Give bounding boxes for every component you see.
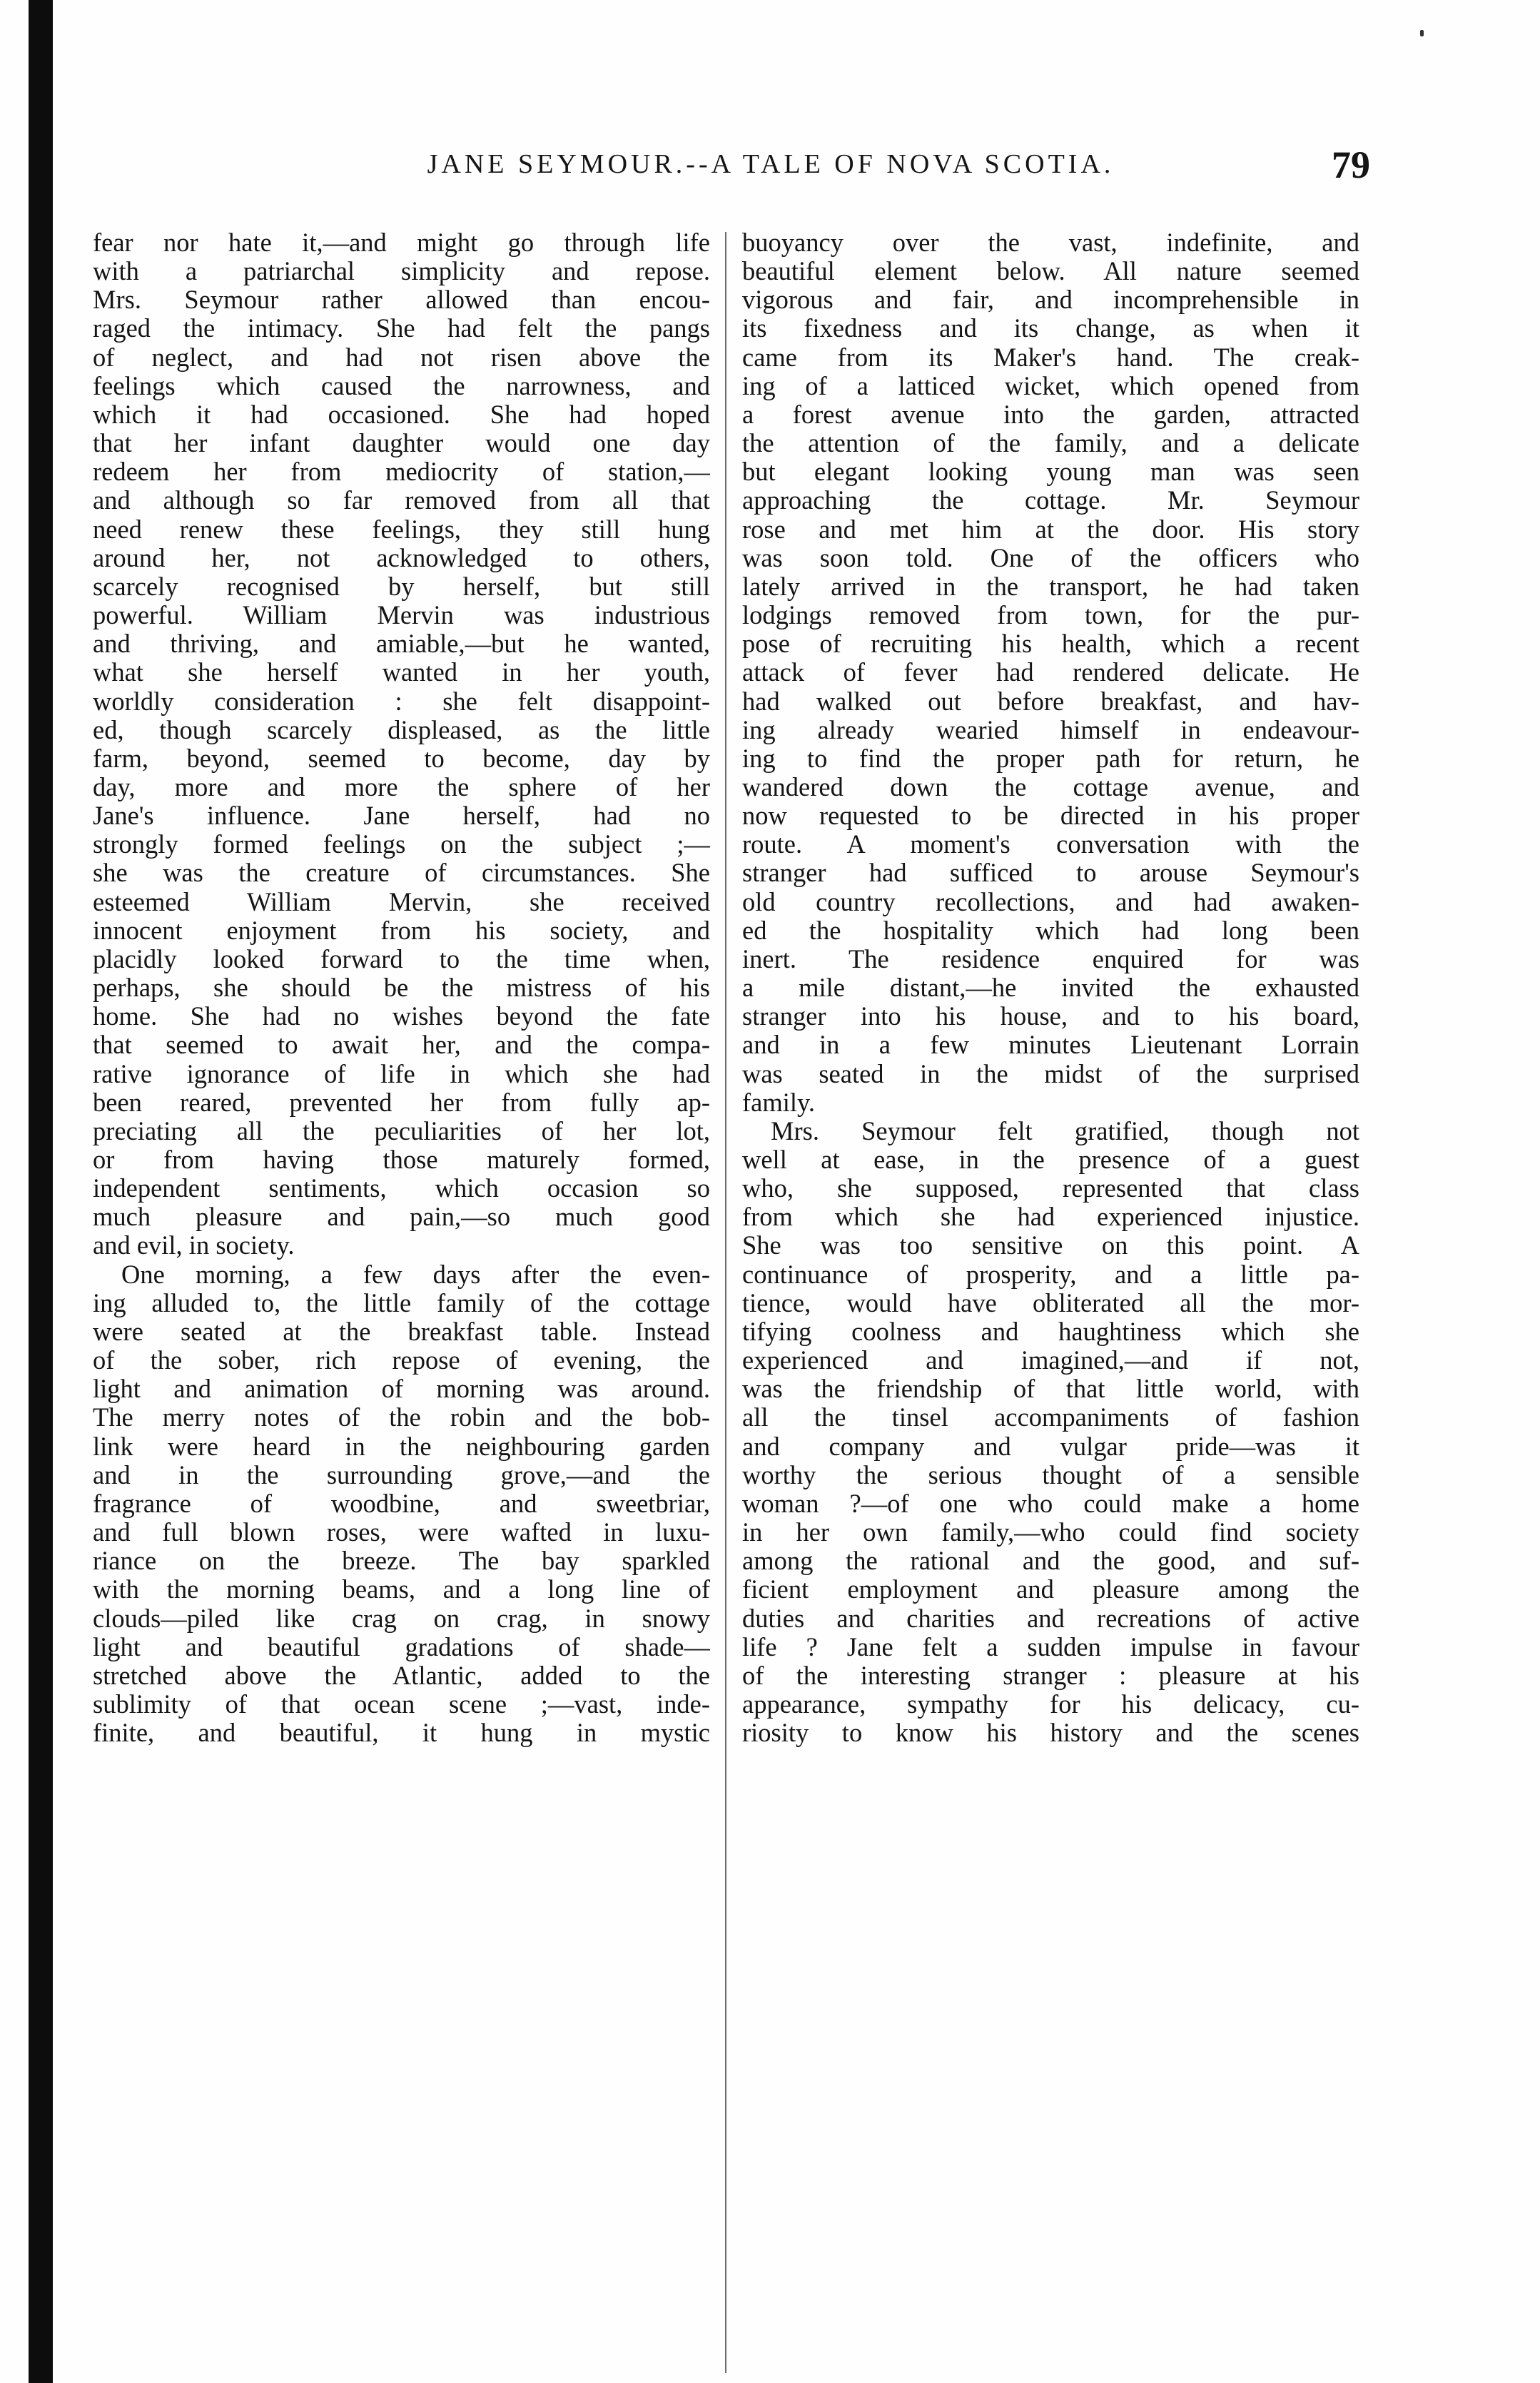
left-column	[93, 228, 710, 1747]
text-line: ing to find the proper path for return, he	[742, 744, 1359, 773]
text-line: been reared, prevented her from fully ap-	[93, 1088, 710, 1117]
text-line: Mrs. Seymour rather allowed than encou-	[93, 285, 710, 315]
text-line: were seated at the breakfast table. Instead	[93, 1317, 710, 1346]
text-line: vigorous and fair, and incomprehensible in	[742, 285, 1359, 315]
text-line: from which she had experienced injustice.	[742, 1203, 1359, 1232]
text-line: esteemed William Mervin, she received	[93, 887, 710, 916]
text-line: that her infant daughter would one day	[93, 429, 710, 458]
text-line: clouds—piled like crag on crag, in snowy	[93, 1604, 710, 1633]
text-line: pose of recruiting his health, which a recent	[742, 629, 1359, 659]
text-line: was soon told. One of the officers who	[742, 543, 1359, 572]
column-divider	[725, 232, 726, 2373]
text-line: The merry notes of the robin and the bob-	[93, 1403, 710, 1432]
text-line: worthy the serious thought of a sensible	[742, 1460, 1359, 1489]
text-line: woman ?—of one who could make a home	[742, 1489, 1359, 1518]
text-line: old country recollections, and had awaken-	[742, 887, 1359, 916]
text-line: route. A moment's conversation with the	[742, 830, 1359, 859]
text-line: in her own family,—who could find society	[742, 1518, 1359, 1547]
text-line: preciating all the peculiarities of her lot,	[93, 1116, 710, 1145]
text-line: riance on the breeze. The bay sparkled	[93, 1547, 710, 1576]
binding-edge	[29, 0, 53, 2383]
text-line: riosity to know his history and the scenes	[742, 1719, 1359, 1748]
text-line: of the sober, rich repose of evening, the	[93, 1346, 710, 1375]
text-line: had walked out before breakfast, and hav-	[742, 687, 1359, 716]
text-line: tience, would have obliterated all the mor-	[742, 1288, 1359, 1317]
text-line: was seated in the midst of the surprised	[742, 1059, 1359, 1088]
text-line: was the friendship of that little world, with	[742, 1375, 1359, 1404]
text-line: continuance of prosperity, and a little pa-	[742, 1260, 1359, 1289]
text-line: or from having those maturely formed,	[93, 1145, 710, 1174]
text-line: appearance, sympathy for his delicacy, cu-	[742, 1689, 1359, 1719]
text-line: all the tinsel accompaniments of fashion	[742, 1403, 1359, 1432]
text-line: beautiful element below. All nature seemed	[742, 257, 1359, 286]
text-line: family.	[742, 1088, 816, 1117]
text-line: ed, though scarcely displeased, as the little	[93, 715, 710, 744]
text-line: attack of fever had rendered delicate. He	[742, 658, 1359, 687]
text-line: inert. The residence enquired for was	[742, 944, 1359, 973]
text-line: with a patriarchal simplicity and repose.	[93, 257, 710, 286]
text-line: stranger had sufficed to arouse Seymour's	[742, 859, 1359, 888]
running-title: JANE SEYMOUR.--A TALE OF NOVA SCOTIA.	[427, 149, 1115, 179]
text-line: that seemed to await her, and the compa-	[93, 1031, 710, 1060]
text-line: rative ignorance of life in which she had	[93, 1059, 710, 1088]
text-line: Mrs. Seymour felt gratified, though not	[771, 1116, 1359, 1145]
text-line: what she herself wanted in her youth,	[93, 658, 710, 687]
text-line: around her, not acknowledged to others,	[93, 543, 710, 572]
text-line: worldly consideration : she felt disappoint-	[93, 687, 710, 716]
text-line: feelings which caused the narrowness, and	[93, 371, 710, 400]
text-line: much pleasure and pain,—so much good	[93, 1203, 710, 1232]
text-line: One morning, a few days after the even-	[121, 1260, 710, 1289]
ink-speck	[1420, 30, 1424, 36]
text-line: well at ease, in the presence of a guest	[742, 1145, 1359, 1174]
text-line: buoyancy over the vast, indefinite, and	[742, 228, 1359, 257]
text-line: light and beautiful gradations of shade—	[93, 1632, 710, 1661]
text-line: redeem her from mediocrity of station,—	[93, 457, 710, 487]
right-column	[742, 228, 1359, 1747]
text-line: tifying coolness and haughtiness which she	[742, 1317, 1359, 1346]
text-line: of neglect, and had not risen above the	[93, 343, 710, 372]
text-line: ficient employment and pleasure among the	[742, 1575, 1359, 1604]
text-line: lately arrived in the transport, he had taken	[742, 572, 1359, 601]
text-line: Jane's influence. Jane herself, had no	[93, 801, 710, 831]
text-line: She was too sensitive on this point. A	[742, 1231, 1359, 1260]
text-line: ing already wearied himself in endeavour-	[742, 715, 1359, 744]
text-line: home. She had no wishes beyond the fate	[93, 1002, 710, 1031]
text-line: innocent enjoyment from his society, and	[93, 916, 710, 945]
text-line: its fixedness and its change, as when it	[742, 314, 1359, 343]
text-line: fear nor hate it,—and might go through life	[93, 228, 710, 257]
text-line: farm, beyond, seemed to become, day by	[93, 744, 710, 773]
text-line: perhaps, she should be the mistress of his	[93, 973, 710, 1003]
text-line: sublimity of that ocean scene ;—vast, inde-	[93, 1689, 710, 1719]
text-line: ing alluded to, the little family of the cottage	[93, 1288, 710, 1317]
text-line: ing of a latticed wicket, which opened from	[742, 371, 1359, 400]
text-line: the attention of the family, and a delicate	[742, 429, 1359, 458]
text-line: lodgings removed from town, for the pur-	[742, 601, 1359, 630]
text-line: stretched above the Atlantic, added to the	[93, 1661, 710, 1690]
text-line: day, more and more the sphere of her	[93, 772, 710, 801]
text-line: she was the creature of circumstances. She	[93, 859, 710, 888]
text-line: raged the intimacy. She had felt the pangs	[93, 314, 710, 343]
text-line: link were heard in the neighbouring garden	[93, 1432, 710, 1461]
text-line: strongly formed feelings on the subject ;—	[93, 830, 710, 859]
page-number: 79	[1332, 143, 1370, 186]
text-line: and although so far removed from all that	[93, 486, 710, 515]
text-line: life ? Jane felt a sudden impulse in favour	[742, 1632, 1359, 1661]
running-head	[93, 143, 1370, 193]
text-line: a mile distant,—he invited the exhausted	[742, 973, 1359, 1003]
text-line: which it had occasioned. She had hoped	[93, 400, 710, 429]
text-line: rose and met him at the door. His story	[742, 515, 1359, 544]
text-line: came from its Maker's hand. The creak-	[742, 343, 1359, 372]
text-line: finite, and beautiful, it hung in mystic	[93, 1719, 710, 1748]
text-line: and in the surrounding grove,—and the	[93, 1460, 710, 1489]
text-line: independent sentiments, which occasion so	[93, 1174, 710, 1203]
text-line: but elegant looking young man was seen	[742, 457, 1359, 487]
text-line: ed the hospitality which had long been	[742, 916, 1359, 945]
text-line: approaching the cottage. Mr. Seymour	[742, 486, 1359, 515]
text-line: scarcely recognised by herself, but still	[93, 572, 710, 601]
text-line: of the interesting stranger : pleasure at his	[742, 1661, 1359, 1690]
text-line: a forest avenue into the garden, attracted	[742, 400, 1359, 429]
text-line: and company and vulgar pride—was it	[742, 1432, 1359, 1461]
text-line: need renew these feelings, they still hung	[93, 515, 710, 544]
text-line: among the rational and the good, and suf-	[742, 1547, 1359, 1576]
text-line: fragrance of woodbine, and sweetbriar,	[93, 1489, 710, 1518]
text-line: with the morning beams, and a long line of	[93, 1575, 710, 1604]
text-line: stranger into his house, and to his board,	[742, 1002, 1359, 1031]
text-line: experienced and imagined,—and if not,	[742, 1346, 1359, 1375]
text-line: powerful. William Mervin was industrious	[93, 601, 710, 630]
text-line: now requested to be directed in his proper	[742, 801, 1359, 831]
text-line: wandered down the cottage avenue, and	[742, 772, 1359, 801]
text-line: who, she supposed, represented that class	[742, 1174, 1359, 1203]
text-line: and evil, in society.	[93, 1231, 295, 1260]
text-line: and thriving, and amiable,—but he wanted,	[93, 629, 710, 659]
text-line: light and animation of morning was around.	[93, 1375, 710, 1404]
text-line: placidly looked forward to the time when,	[93, 944, 710, 973]
text-line: and full blown roses, were wafted in luxu-	[93, 1518, 710, 1547]
text-line: and in a few minutes Lieutenant Lorrain	[742, 1031, 1359, 1060]
text-line: duties and charities and recreations of active	[742, 1604, 1359, 1633]
